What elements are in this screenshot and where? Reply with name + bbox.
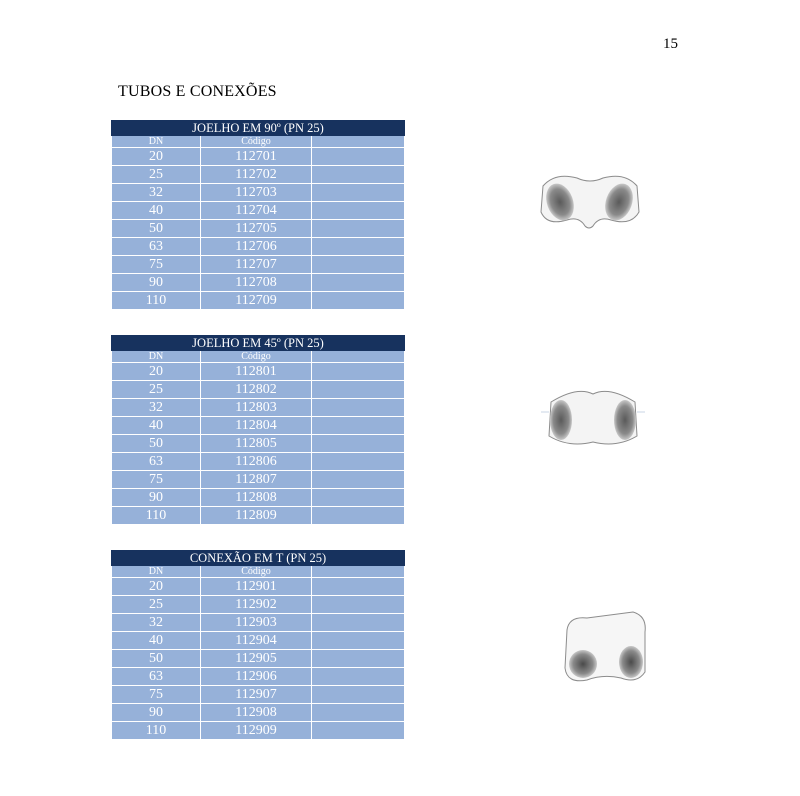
- table-row: [112, 507, 405, 525]
- dn-cell: 90: [112, 274, 201, 292]
- product-table-tee: [111, 550, 405, 740]
- table-row: [112, 632, 405, 650]
- column-header-code: Código: [201, 136, 312, 148]
- blank-cell: [312, 489, 405, 507]
- code-cell: 112909: [201, 722, 312, 740]
- table-body: [112, 578, 405, 740]
- code-cell: 112802: [201, 381, 312, 399]
- blank-cell: [312, 704, 405, 722]
- dn-cell: 110: [112, 292, 201, 310]
- code-cell: 112702: [201, 166, 312, 184]
- dn-cell: 75: [112, 256, 201, 274]
- column-header-blank: [312, 351, 405, 363]
- dn-cell: 20: [112, 363, 201, 381]
- blank-cell: [312, 435, 405, 453]
- dn-cell: 32: [112, 399, 201, 417]
- blank-cell: [312, 381, 405, 399]
- table-title: JOELHO EM 45º (PN 25): [112, 336, 405, 351]
- blank-cell: [312, 650, 405, 668]
- code-cell: 112707: [201, 256, 312, 274]
- dn-cell: 25: [112, 166, 201, 184]
- table-row: [112, 238, 405, 256]
- tee-fitting-icon: [557, 608, 649, 688]
- code-cell: 112804: [201, 417, 312, 435]
- elbow-45-fitting-icon: [537, 382, 649, 454]
- code-cell: 112902: [201, 596, 312, 614]
- table-row: [112, 578, 405, 596]
- code-cell: 112907: [201, 686, 312, 704]
- dn-cell: 50: [112, 650, 201, 668]
- table-row: [112, 435, 405, 453]
- column-header-dn: DN: [112, 351, 201, 363]
- table-row: [112, 148, 405, 166]
- blank-cell: [312, 148, 405, 166]
- dn-cell: 32: [112, 184, 201, 202]
- code-cell: 112905: [201, 650, 312, 668]
- blank-cell: [312, 632, 405, 650]
- table-row: [112, 471, 405, 489]
- code-cell: 112801: [201, 363, 312, 381]
- blank-cell: [312, 220, 405, 238]
- table-title: JOELHO EM 90º (PN 25): [112, 121, 405, 136]
- table-row: [112, 614, 405, 632]
- code-cell: 112904: [201, 632, 312, 650]
- table-row: [112, 202, 405, 220]
- table-row: [112, 722, 405, 740]
- dn-cell: 20: [112, 148, 201, 166]
- dn-cell: 25: [112, 596, 201, 614]
- code-cell: 112803: [201, 399, 312, 417]
- blank-cell: [312, 668, 405, 686]
- column-header-dn: DN: [112, 566, 201, 578]
- code-cell: 112708: [201, 274, 312, 292]
- dn-cell: 32: [112, 614, 201, 632]
- code-cell: 112901: [201, 578, 312, 596]
- table-row: [112, 417, 405, 435]
- dn-cell: 63: [112, 238, 201, 256]
- dn-cell: 90: [112, 704, 201, 722]
- blank-cell: [312, 614, 405, 632]
- code-cell: 112704: [201, 202, 312, 220]
- table-row: [112, 363, 405, 381]
- code-cell: 112808: [201, 489, 312, 507]
- dn-cell: 40: [112, 202, 201, 220]
- code-cell: 112806: [201, 453, 312, 471]
- blank-cell: [312, 363, 405, 381]
- elbow-90-fitting-icon: [535, 168, 645, 232]
- column-header-dn: DN: [112, 136, 201, 148]
- section-title: TUBOS E CONEXÕES: [118, 83, 277, 100]
- code-cell: 112709: [201, 292, 312, 310]
- blank-cell: [312, 292, 405, 310]
- table-row: [112, 220, 405, 238]
- table-row: [112, 650, 405, 668]
- dn-cell: 63: [112, 668, 201, 686]
- table-body: [112, 148, 405, 310]
- blank-cell: [312, 202, 405, 220]
- code-cell: 112903: [201, 614, 312, 632]
- dn-cell: 110: [112, 722, 201, 740]
- dn-cell: 40: [112, 417, 201, 435]
- code-cell: 112807: [201, 471, 312, 489]
- table-row: [112, 489, 405, 507]
- column-header-code: Código: [201, 351, 312, 363]
- code-cell: 112705: [201, 220, 312, 238]
- blank-cell: [312, 238, 405, 256]
- table-row: [112, 399, 405, 417]
- dn-cell: 50: [112, 220, 201, 238]
- dn-cell: 75: [112, 471, 201, 489]
- code-cell: 112701: [201, 148, 312, 166]
- code-cell: 112805: [201, 435, 312, 453]
- blank-cell: [312, 417, 405, 435]
- dn-cell: 50: [112, 435, 201, 453]
- blank-cell: [312, 274, 405, 292]
- column-header-blank: [312, 566, 405, 578]
- blank-cell: [312, 184, 405, 202]
- dn-cell: 25: [112, 381, 201, 399]
- blank-cell: [312, 166, 405, 184]
- blank-cell: [312, 578, 405, 596]
- blank-cell: [312, 686, 405, 704]
- table-row: [112, 686, 405, 704]
- table-row: [112, 166, 405, 184]
- table-body: [112, 363, 405, 525]
- table-row: [112, 274, 405, 292]
- blank-cell: [312, 256, 405, 274]
- blank-cell: [312, 722, 405, 740]
- table-row: [112, 668, 405, 686]
- table-row: [112, 184, 405, 202]
- table-row: [112, 256, 405, 274]
- product-table-elbow-90: [111, 120, 405, 310]
- dn-cell: 20: [112, 578, 201, 596]
- code-cell: 112809: [201, 507, 312, 525]
- blank-cell: [312, 399, 405, 417]
- table-row: [112, 596, 405, 614]
- blank-cell: [312, 471, 405, 489]
- dn-cell: 90: [112, 489, 201, 507]
- table-row: [112, 704, 405, 722]
- blank-cell: [312, 596, 405, 614]
- blank-cell: [312, 507, 405, 525]
- table-row: [112, 292, 405, 310]
- product-table-elbow-45: [111, 335, 405, 525]
- code-cell: 112908: [201, 704, 312, 722]
- page-number: 15: [663, 36, 678, 52]
- column-header-blank: [312, 136, 405, 148]
- table-row: [112, 453, 405, 471]
- column-header-code: Código: [201, 566, 312, 578]
- table-row: [112, 381, 405, 399]
- table-title: CONEXÃO EM T (PN 25): [112, 551, 405, 566]
- code-cell: 112906: [201, 668, 312, 686]
- dn-cell: 110: [112, 507, 201, 525]
- code-cell: 112703: [201, 184, 312, 202]
- dn-cell: 63: [112, 453, 201, 471]
- blank-cell: [312, 453, 405, 471]
- dn-cell: 75: [112, 686, 201, 704]
- code-cell: 112706: [201, 238, 312, 256]
- dn-cell: 40: [112, 632, 201, 650]
